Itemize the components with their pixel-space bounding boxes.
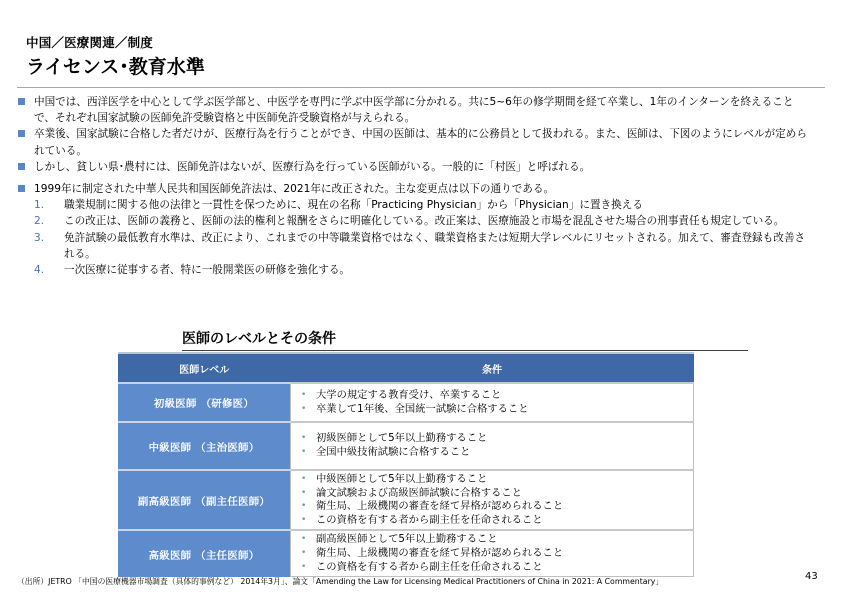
bullet-dot-icon: • — [301, 447, 307, 457]
title-divider — [17, 87, 825, 88]
bullet-list — [14, 94, 814, 278]
bullet-item — [14, 181, 814, 197]
table-row — [118, 530, 694, 576]
level-cell: 中級医師 （主治医師） — [118, 422, 291, 470]
amendment-item — [34, 230, 814, 262]
table-title: 医師のレベルとその条件 — [182, 331, 336, 347]
table-title-divider — [182, 350, 748, 351]
conditions-cell — [291, 530, 694, 576]
condition-item: • 副高級医師として5年以上勤務すること — [301, 533, 498, 546]
page-title: ライセンス･教育水準 — [26, 56, 205, 78]
page-number: 43 — [805, 571, 818, 582]
source-footnote: （出所）JETRO 「中国の医療機器市場調査（具体的事例など） 2014年3月」、論文「Amending the Law for Licensing Medical Practitioners of China in 2021: A Commentary」 — [17, 577, 664, 586]
amendment-text: この改正は、医師の義務と、医師の法的権利と報酬をさらに明確化している。改正案は、医療施設と市場を混乱させた場合の刑事責任も規定している。 — [64, 215, 785, 228]
condition-item: • 衛生局、上級機関の審査を経て昇格が認められること — [301, 500, 564, 513]
bullet-text: 中国では、西洋医学を中心として学ぶ医学部と、中医学を専門に学ぶ中医学部に分かれる。共に5~6年の修学期間を経て卒業し、1年のインターンを終えることで、それぞれ国家試験の医師免許受験資格と中医師免許受験資格が与えられる。 — [34, 96, 794, 125]
amendment-item — [34, 197, 814, 213]
condition-item: • この資格を有する者から副主任を任命されること — [301, 560, 543, 573]
bullet-text: 卒業後、国家試験に合格した者だけが、医療行為を行うことができ、中国の医師は、基本的に公務員として扱われる。また、医師は、下図のようにレベルが定められている。 — [34, 128, 807, 157]
square-bullet-icon — [18, 185, 25, 192]
amendment-number: 2. — [34, 215, 45, 228]
condition-item: • 論文試験および高級医師試験に合格すること — [301, 486, 522, 499]
condition-item: • 衛生局、上級機関の審査を経て昇格が認められること — [301, 546, 564, 559]
condition-item: • 中級医師として5年以上勤務すること — [301, 473, 488, 485]
bullet-text: しかし、貧しい県･農村には、医師免許はないが、医療行為を行っている医師がいる。一般的に「村医」と呼ばれる。 — [34, 160, 591, 173]
condition-item: • 全国中級技術試験に合格すること — [301, 446, 471, 458]
square-bullet-icon — [18, 130, 25, 137]
condition-item: • 大学の規定する教育受け、卒業すること — [301, 388, 502, 401]
column-header-conditions: 条件 — [291, 353, 694, 383]
amendment-text: 免許試験の最低教育水準は、改正により、これまでの中等職業資格ではなく、職業資格または短期大学レベルにリセットされる。加えて、審査登録も改善される。 — [64, 231, 806, 260]
bullet-item — [14, 159, 814, 175]
amendment-number: 1. — [34, 199, 45, 212]
table-header-row — [118, 353, 694, 383]
level-cell: 副高級医師 （副主任医師） — [118, 470, 291, 530]
amendment-item — [34, 213, 814, 229]
condition-item: • 卒業して1年後、全国統一試験に合格すること — [301, 402, 529, 415]
level-cell: 高級医師 （主任医師） — [118, 530, 291, 576]
bullet-dot-icon: • — [301, 389, 307, 400]
conditions-cell — [291, 422, 694, 470]
bullet-item — [14, 126, 814, 158]
bullet-dot-icon: • — [301, 474, 307, 484]
column-header-level: 医師レベル — [118, 353, 291, 383]
bullet-dot-icon: • — [301, 433, 307, 444]
breadcrumb: 中国／医療関連／制度 — [26, 35, 154, 50]
bullet-dot-icon: • — [301, 403, 307, 414]
bullet-dot-icon: • — [301, 547, 307, 558]
bullet-text: 1999年に制定された中華人民共和国医師免許法は、2021年に改正された。主な変更点は以下の通りである。 — [34, 183, 555, 196]
bullet-dot-icon: • — [301, 501, 307, 512]
table-row — [118, 470, 694, 530]
amendment-number: 3. — [34, 231, 45, 244]
bullet-dot-icon: • — [301, 487, 307, 498]
table-row — [118, 422, 694, 470]
amendment-text: 職業規制に関する他の法律と一貫性を保つために、現在の名称「Practicing Physician」から「Physician」に置き換える — [64, 199, 643, 212]
square-bullet-icon — [18, 163, 25, 170]
amendment-item — [34, 262, 814, 278]
conditions-cell — [291, 383, 694, 422]
bullet-item — [14, 94, 814, 126]
level-cell: 初級医師 （研修医） — [118, 383, 291, 422]
table-row — [118, 383, 694, 422]
condition-item: • 初級医師として5年以上勤務すること — [301, 432, 488, 445]
amendment-number: 4. — [34, 264, 45, 277]
condition-item: • この資格を有する者から副主任を任命されること — [301, 513, 543, 526]
amendment-text: 一次医療に従事する者、特に一般開業医の研修を強化する。 — [64, 264, 351, 277]
doctor-levels-table — [118, 352, 694, 577]
bullet-dot-icon: • — [301, 514, 307, 525]
square-bullet-icon — [18, 98, 25, 105]
bullet-dot-icon: • — [301, 534, 307, 545]
conditions-cell — [291, 470, 694, 530]
bullet-dot-icon: • — [301, 561, 307, 572]
